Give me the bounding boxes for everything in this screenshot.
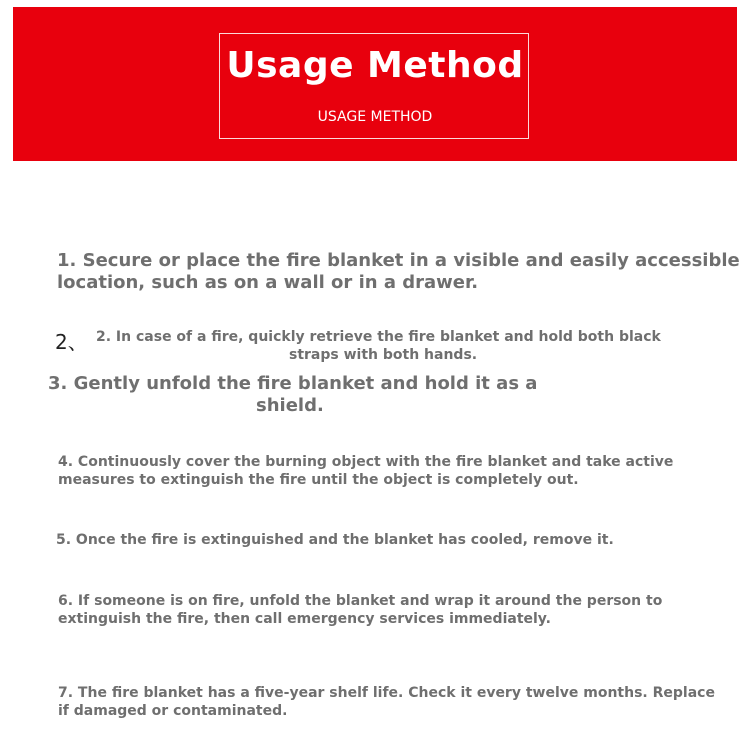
step-5-line-1: 5. Once the fire is extinguished and the blanket has cooled, remove it. xyxy=(56,532,614,548)
page-subtitle: USAGE METHOD xyxy=(317,109,433,125)
step-7 xyxy=(58,684,715,720)
step-2 xyxy=(96,328,696,364)
step-2-line-1: 2. In case of a fire, quickly retrieve the fire blanket and hold both black xyxy=(96,329,661,345)
step-1-line-2: location, such as on a wall or in a drawer. xyxy=(57,272,479,293)
step-7-line-2: if damaged or contaminated. xyxy=(58,703,288,719)
page-title: Usage Method xyxy=(226,45,524,86)
step-3-line-1: 3. Gently unfold the fire blanket and hold it as a xyxy=(48,373,538,394)
step-1 xyxy=(57,250,740,294)
step-4-line-2: measures to extinguish the fire until the object is completely out. xyxy=(58,472,579,488)
step-6-line-1: 6. If someone is on fire, unfold the blanket and wrap it around the person to xyxy=(58,593,663,609)
step-1-line-1: 1. Secure or place the fire blanket in a visible and easily accessible xyxy=(57,250,740,271)
step-5 xyxy=(56,531,614,549)
step-2-marker: 2、 xyxy=(55,330,88,354)
step-6-line-2: extinguish the fire, then call emergency services immediately. xyxy=(58,611,551,627)
step-7-line-1: 7. The fire blanket has a five-year shelf life. Check it every twelve months. Replace xyxy=(58,685,715,701)
step-4 xyxy=(58,453,673,489)
step-3-line-2: shield. xyxy=(256,395,324,416)
step-4-line-1: 4. Continuously cover the burning object with the fire blanket and take active xyxy=(58,454,674,470)
step-3 xyxy=(48,373,537,417)
step-2-line-2: straps with both hands. xyxy=(289,347,478,363)
step-6 xyxy=(58,592,662,628)
